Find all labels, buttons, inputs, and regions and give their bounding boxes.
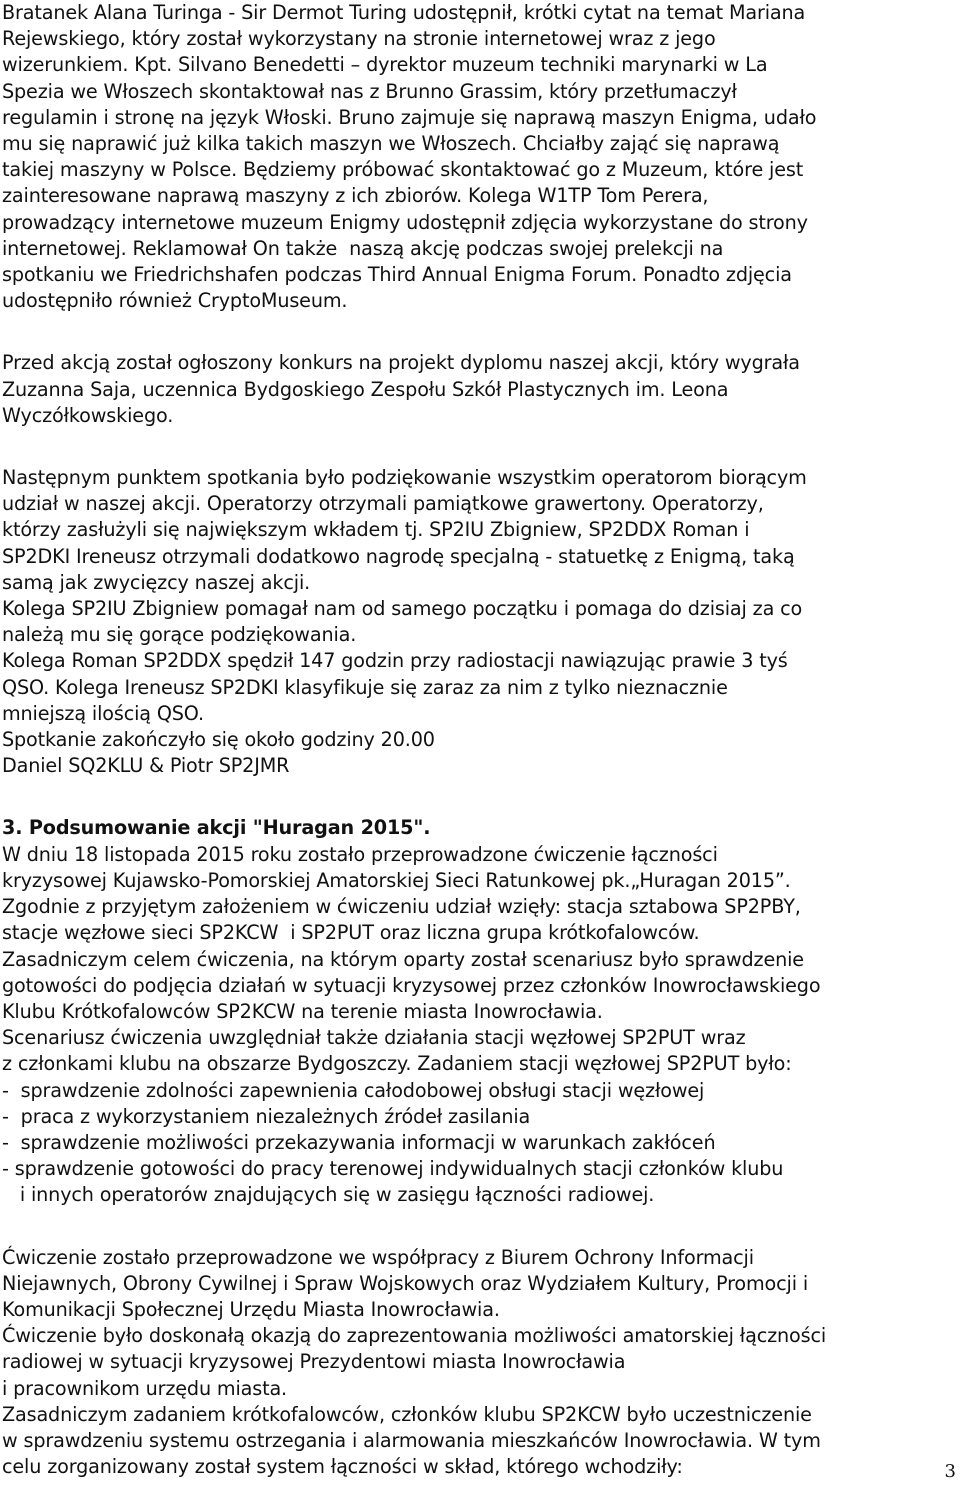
text-line: - praca z wykorzystaniem niezależnych źródeł zasilania <box>2 1104 531 1128</box>
text-line: - sprawdzenie zdolności zapewnienia całodobowej obsługi stacji węzłowej <box>2 1078 705 1102</box>
text-line: Klubu Krótkofalowców SP2KCW na terenie miasta Inowrocławia. <box>2 999 603 1023</box>
paragraph-huragan-summary <box>2 842 952 1209</box>
text-line: zainteresowane naprawą maszyny z ich zbiorów. Kolega W1TP Tom Perera, <box>2 184 709 208</box>
text-line: takiej maszyny w Polsce. Będziemy próbować skontaktować go z Muzeum, które jest <box>2 158 804 182</box>
paragraph-diploma-contest <box>2 350 952 429</box>
text-line: Ćwiczenie było doskonałą okazją do zaprezentowania możliwości amatorskiej łączności <box>2 1324 827 1348</box>
text-line: regulamin i stronę na język Włoski. Bruno zajmuje się naprawą maszyn Enigma, udało <box>2 105 817 129</box>
text-line: spotkaniu we Friedrichshafen podczas Third Annual Enigma Forum. Ponadto zdjęcia <box>2 263 792 287</box>
text-line: z członkami klubu na obszarze Bydgoszczy. Zadaniem stacji węzłowej SP2PUT było: <box>2 1052 792 1076</box>
text-line: Zasadniczym zadaniem krótkofalowców, członków klubu SP2KCW było uczestniczenie <box>2 1402 812 1426</box>
text-line: Daniel SQ2KLU & Piotr SP2JMR <box>2 754 290 778</box>
text-line: Kolega SP2IU Zbigniew pomagał nam od samego początku i pomaga do dzisiaj za co <box>2 597 803 621</box>
text-line: wizerunkiem. Kpt. Silvano Benedetti – dyrektor muzeum techniki marynarki w La <box>2 53 768 77</box>
section-heading: 3. Podsumowanie akcji "Huragan 2015". <box>2 816 431 840</box>
text-line: i innych operatorów znajdujących się w zasięgu łączności radiowej. <box>2 1183 655 1207</box>
text-line: SP2DKI Ireneusz otrzymali dodatkowo nagrodę specjalną - statuetkę z Enigmą, taką <box>2 544 795 568</box>
text-line: - sprawdzenie możliwości przekazywania informacji w warunkach zakłóceń <box>2 1130 716 1154</box>
text-line: Zuzanna Saja, uczennica Bydgoskiego Zespołu Szkół Plastycznych im. Leona <box>2 377 729 401</box>
text-line: gotowości do podjęcia działań w sytuacji kryzysowej przez członków Inowrocławskiego <box>2 973 821 997</box>
paragraph-spacer <box>2 429 952 465</box>
text-line: Scenariusz ćwiczenia uwzględniał także działania stacji węzłowej SP2PUT wraz <box>2 1026 746 1050</box>
text-line: Następnym punktem spotkania było podziękowanie wszystkim operatorom biorącym <box>2 466 807 490</box>
text-line: Rejewskiego, który został wykorzystany na stronie internetowej wraz z jego <box>2 27 716 51</box>
text-line: celu zorganizowany został system łączności w skład, którego wchodziły: <box>2 1455 683 1479</box>
text-line: w sprawdzeniu systemu ostrzegania i alarmowania mieszkańców Inowrocławia. W tym <box>2 1428 821 1452</box>
text-line: udział w naszej akcji. Operatorzy otrzymali pamiątkowe grawertony. Operatorzy, <box>2 492 764 516</box>
text-line: Bratanek Alana Turinga - Sir Dermot Turing udostępnił, krótki cytat na temat Mariana <box>2 1 806 24</box>
text-line: Przed akcją został ogłoszony konkurs na projekt dyplomu naszej akcji, który wygrała <box>2 351 800 375</box>
text-line: Zasadniczym celem ćwiczenia, na którym oparty został scenariusz było sprawdzenie <box>2 947 804 971</box>
text-line: W dniu 18 listopada 2015 roku zostało przeprowadzone ćwiczenie łączności <box>2 842 718 866</box>
text-line: samą jak zwycięzcy naszej akcji. <box>2 570 311 594</box>
paragraph-cooperation <box>2 1245 952 1481</box>
text-line: udostępniło również CryptoMuseum. <box>2 289 348 313</box>
text-line: prowadzący internetowe muzeum Enigmy udostępnił zdjęcia wykorzystane do strony <box>2 210 808 234</box>
text-line: mu się naprawić już kilka takich maszyn we Włoszech. Chciałby zająć się naprawą <box>2 132 780 156</box>
paragraph-spacer <box>2 314 952 350</box>
text-line: Niejawnych, Obrony Cywilnej i Spraw Wojskowych oraz Wydziałem Kultury, Promocji i <box>2 1271 809 1295</box>
text-line: Ćwiczenie zostało przeprowadzone we współpracy z Biurem Ochrony Informacji <box>2 1245 754 1269</box>
page-number: 3 <box>944 1461 956 1482</box>
text-line: Wyczółkowskiego. <box>2 403 174 427</box>
text-line: którzy zasłużyli się największym wkładem tj. SP2IU Zbigniew, SP2DDX Roman i <box>2 518 750 542</box>
text-line: kryzysowej Kujawsko-Pomorskiej Amatorskiej Sieci Ratunkowej pk.„Huragan 2015”. <box>2 868 791 892</box>
paragraph-turing-enigma <box>2 0 952 314</box>
paragraph-spacer <box>2 779 952 815</box>
paragraph-spacer <box>2 1209 952 1245</box>
document-page <box>2 0 952 1480</box>
text-line: Spezia we Włoszech skontaktował nas z Brunno Grassim, który przetłumaczył <box>2 79 737 103</box>
text-line: Zgodnie z przyjętym założeniem w ćwiczeniu udział wzięły: stacja sztabowa SP2PBY, <box>2 895 801 919</box>
text-line: i pracownikom urzędu miasta. <box>2 1376 288 1400</box>
text-line: QSO. Kolega Ireneusz SP2DKI klasyfikuje się zaraz za nim z tylko nieznacznie <box>2 675 728 699</box>
text-line: stacje węzłowe sieci SP2KCW i SP2PUT oraz liczna grupa krótkofalowców. <box>2 921 700 945</box>
text-line: należą mu się gorące podziękowania. <box>2 623 357 647</box>
text-line: Spotkanie zakończyło się około godziny 20.00 <box>2 728 435 752</box>
text-line: radiowej w sytuacji kryzysowej Prezydentowi miasta Inowrocławia <box>2 1350 626 1374</box>
text-line: Komunikacji Społecznej Urzędu Miasta Inowrocławia. <box>2 1297 500 1321</box>
text-line: mniejszą ilością QSO. <box>2 701 204 725</box>
text-line: internetowej. Reklamował On także naszą akcję podczas swojej prelekcji na <box>2 236 724 260</box>
paragraph-operators-thanks <box>2 465 952 779</box>
text-line: - sprawdzenie gotowości do pracy terenowej indywidualnych stacji członków klubu <box>2 1157 784 1181</box>
text-line: Kolega Roman SP2DDX spędził 147 godzin przy radiostacji nawiązując prawie 3 tyś <box>2 649 788 673</box>
